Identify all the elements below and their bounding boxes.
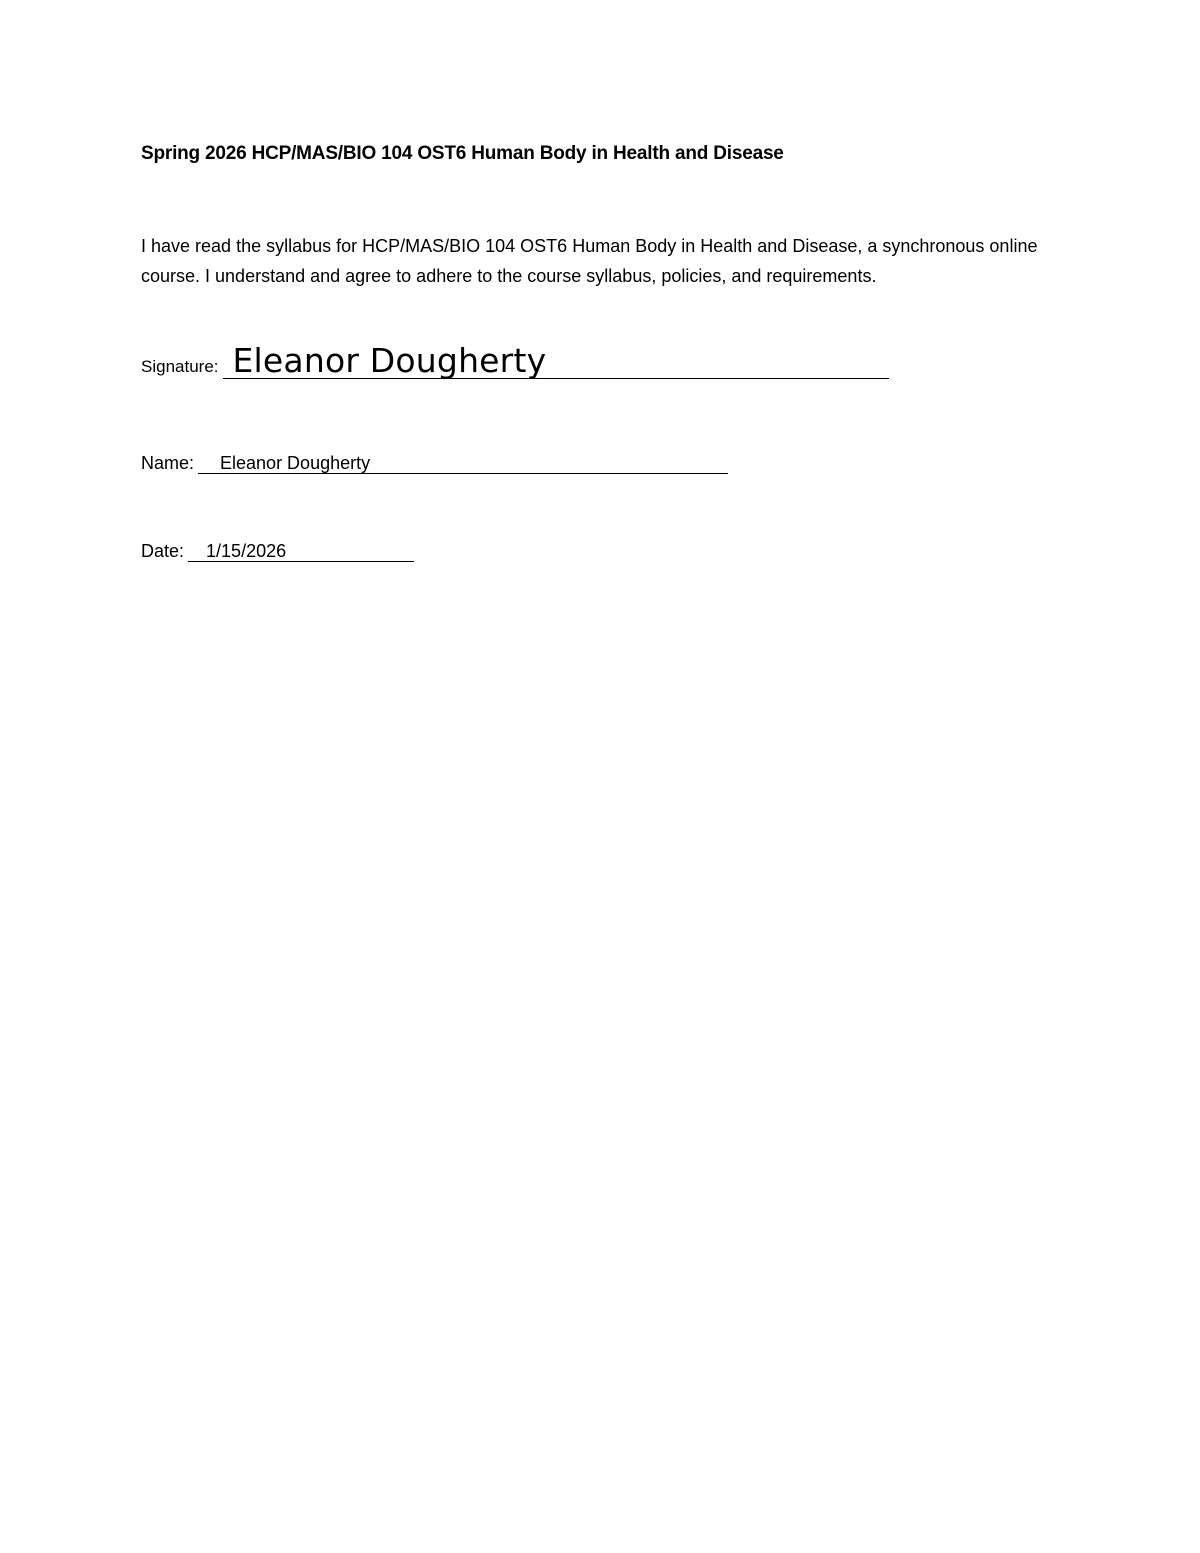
date-row bbox=[141, 541, 414, 562]
signature-field[interactable] bbox=[223, 341, 889, 380]
name-field[interactable] bbox=[198, 454, 728, 474]
name-row bbox=[141, 453, 728, 474]
date-field[interactable] bbox=[188, 542, 414, 562]
acknowledgement-statement: I have read the syllabus for HCP/MAS/BIO 104 OST6 Human Body in Health and Disease, a synchronous online course. I understand and agree to adhere to the course syllabus, policies, and requirements. bbox=[141, 236, 1038, 286]
signature-value: Eleanor Dougherty bbox=[232, 341, 547, 380]
signature-label: Signature: bbox=[141, 357, 219, 376]
name-label: Name: bbox=[141, 453, 195, 473]
date-label: Date: bbox=[141, 541, 185, 561]
signature-row bbox=[141, 341, 889, 380]
name-value: Eleanor Dougherty bbox=[220, 453, 371, 473]
date-value: 1/15/2026 bbox=[206, 541, 287, 561]
document-title: Spring 2026 HCP/MAS/BIO 104 OST6 Human Body in Health and Disease bbox=[141, 143, 784, 164]
